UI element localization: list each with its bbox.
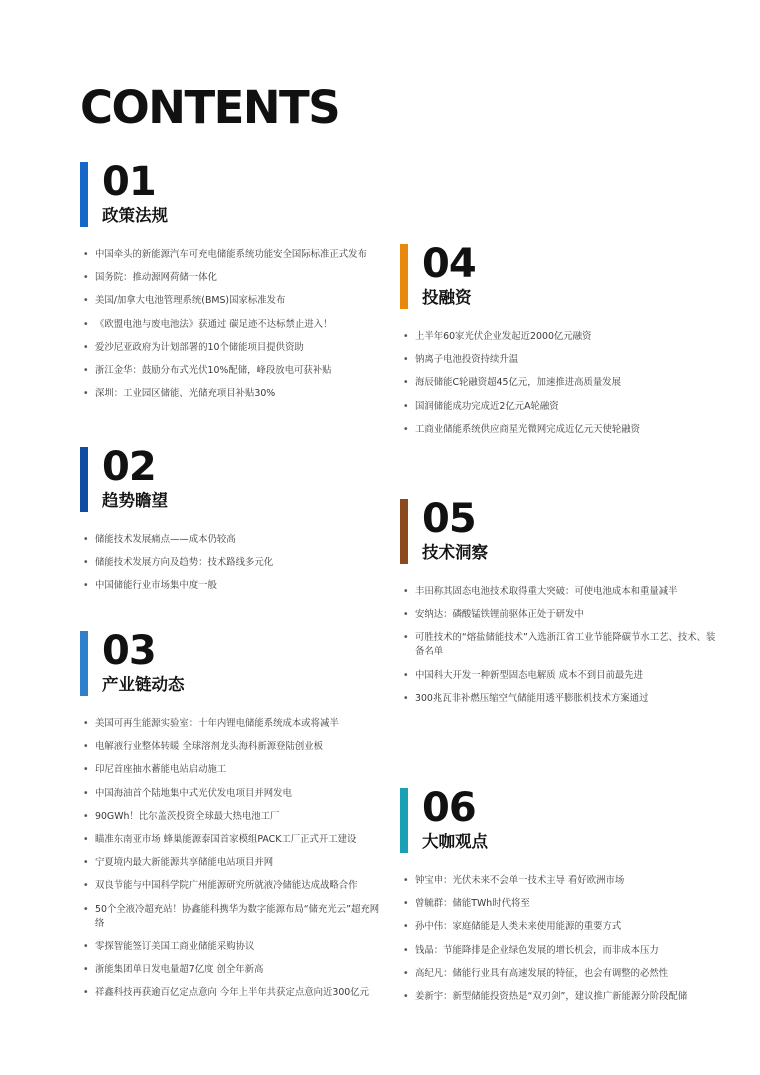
list-item-text: 上半年60家光伏企业发起近2000亿元融资 [415, 331, 592, 342]
section-number: 03 [102, 628, 156, 674]
bullet-icon: • [83, 787, 89, 799]
bullet-icon: • [403, 967, 409, 979]
bullet-icon: • [83, 534, 89, 545]
list-item [400, 376, 720, 390]
section-header [80, 444, 380, 512]
bullet-icon: • [403, 632, 409, 644]
list-item [80, 341, 380, 355]
bullet-icon: • [83, 364, 89, 376]
section-title: 大咖观点 [422, 832, 488, 851]
list-item-text: 深圳：工业园区储能、光储充项目补贴30% [95, 388, 276, 400]
list-item [400, 608, 720, 622]
section-accent-bar [400, 244, 408, 309]
section-accent-bar [80, 631, 88, 696]
bullet-icon: • [403, 990, 409, 1002]
section-expert-views [400, 785, 720, 1013]
section-header [80, 628, 380, 696]
section-item-list [80, 717, 380, 1000]
list-item [400, 353, 720, 367]
section-accent-bar [80, 447, 88, 512]
section-accent-bar [400, 788, 408, 853]
list-item-text: 中国海油首个陆地集中式光伏发电项目并网发电 [95, 787, 292, 799]
section-number: 01 [102, 159, 156, 205]
list-item-text: 钟宝申：光伏未来不会单一技术主导 看好欧洲市场 [415, 875, 625, 886]
section-item-list [80, 533, 380, 593]
section-item-list [80, 248, 380, 401]
list-item-text: 美国/加拿大电池管理系统(BMS)国家标准发布 [95, 295, 286, 307]
list-item-text: 美国可再生能源实验室：十年内锂电储能系统成本或将减半 [95, 718, 339, 729]
list-item [80, 248, 380, 262]
bullet-icon: • [83, 764, 89, 776]
list-item-text: 300兆瓦非补燃压缩空气储能用透平膨胀机技术方案通过 [415, 692, 649, 704]
section-number: 05 [422, 496, 476, 542]
list-item-text: 钱晶：节能降排是企业绿色发展的增长机会，而非成本压力 [415, 944, 659, 956]
list-item-text: 浙能集团单日发电量超7亿度 创全年新高 [95, 963, 264, 975]
section-industry-chain [80, 628, 380, 1009]
bullet-icon: • [403, 921, 409, 933]
list-item [80, 879, 380, 893]
list-item [400, 990, 720, 1004]
list-item [80, 556, 380, 570]
list-item-text: 电解液行业整体转暖 全球溶剂龙头海科新源登陆创业板 [95, 741, 323, 753]
list-item-text: 瞄准东南亚市场 蜂巢能源泰国首家模组PACK工厂正式开工建设 [95, 833, 357, 845]
section-investment [400, 241, 720, 446]
list-item-text: 中国科大开发一种新型固态电解质 成本不到目前最先进 [415, 669, 643, 681]
section-policy [80, 159, 380, 410]
list-item-text: 姜新宇：新型储能投资热是“双刃剑”，建议推广新能源分阶段配储 [415, 990, 688, 1002]
list-item [80, 364, 380, 378]
list-item-text: 《欧盟电池与废电池法》获通过 碳足迹不达标禁止进入！ [95, 318, 333, 330]
bullet-icon: • [403, 400, 409, 412]
bullet-icon: • [83, 580, 89, 592]
section-accent-bar [80, 162, 88, 227]
bullet-icon: • [83, 295, 89, 307]
list-item-text: 钠离子电池投资持续升温 [415, 354, 519, 366]
list-item [400, 920, 720, 934]
section-item-list [400, 330, 720, 437]
bullet-icon: • [403, 609, 409, 621]
list-item [400, 400, 720, 414]
bullet-icon: • [83, 341, 89, 353]
list-item [80, 294, 380, 308]
section-header [400, 496, 720, 564]
list-item-text: 可胜技术的“熔盐储能技术”入选浙江省工业节能降碳节水工艺、技术、装备名单 [415, 632, 716, 658]
list-item-text: 宁夏境内最大新能源共享储能电站项目并网 [95, 857, 274, 869]
page-title: CONTENTS [80, 81, 340, 134]
list-item-text: 曾毓群：储能TWh时代将至 [415, 898, 530, 910]
list-item [400, 423, 720, 437]
list-item-text: 祥鑫科技再获逾百亿定点意向 今年上半年共获定点意向近300亿元 [95, 987, 370, 999]
list-item [400, 669, 720, 683]
section-accent-bar [400, 499, 408, 564]
section-title: 政策法规 [102, 206, 168, 225]
list-item-text: 中国牵头的新能源汽车可充电储能系统功能安全国际标准正式发布 [95, 249, 367, 260]
list-item-text: 安纳达：磷酸锰铁锂前驱体正处于研发中 [415, 609, 584, 621]
section-tech-insight [400, 496, 720, 715]
bullet-icon: • [83, 880, 89, 892]
list-item [80, 986, 380, 1000]
bullet-icon: • [83, 857, 89, 869]
bullet-icon: • [83, 557, 89, 569]
list-item [400, 330, 720, 344]
bullet-icon: • [83, 272, 89, 284]
section-title: 技术洞察 [422, 543, 488, 562]
bullet-icon: • [403, 669, 409, 681]
list-item [400, 967, 720, 981]
section-header [400, 241, 720, 309]
list-item [80, 579, 380, 593]
bullet-icon: • [403, 354, 409, 366]
list-item-text: 海辰储能C轮融资超45亿元，加速推进高质量发展 [415, 377, 621, 389]
section-item-list [400, 874, 720, 1004]
list-item-text: 丰田称其固态电池技术取得重大突破：可使电池成本和重量减半 [415, 586, 678, 597]
bullet-icon: • [403, 586, 409, 597]
bullet-icon: • [83, 741, 89, 753]
list-item-text: 90GWh！比尔盖茨投资全球最大热电池工厂 [95, 810, 280, 822]
bullet-icon: • [83, 810, 89, 822]
bullet-icon: • [83, 388, 89, 400]
section-title: 投融资 [422, 288, 472, 307]
section-header [80, 159, 380, 227]
section-number: 06 [422, 785, 476, 831]
bullet-icon: • [83, 963, 89, 975]
bullet-icon: • [83, 987, 89, 999]
list-item [80, 856, 380, 870]
list-item-text: 储能技术发展方向及趋势：技术路线多元化 [95, 557, 274, 569]
list-item [80, 963, 380, 977]
bullet-icon: • [83, 833, 89, 845]
bullet-icon: • [83, 718, 89, 729]
list-item [400, 897, 720, 911]
list-item [400, 585, 720, 599]
bullet-icon: • [403, 377, 409, 389]
list-item [80, 533, 380, 547]
list-item [80, 787, 380, 801]
bullet-icon: • [403, 944, 409, 956]
list-item [400, 944, 720, 958]
list-item-text: 浙江金华：鼓励分布式光伏10%配储，峰段放电可获补贴 [95, 364, 332, 376]
section-title: 趋势瞻望 [102, 491, 168, 510]
list-item [80, 763, 380, 777]
list-item-text: 高纪凡：储能行业具有高速发展的特征，也会有调整的必然性 [415, 967, 669, 979]
bullet-icon: • [403, 898, 409, 910]
list-item [400, 631, 720, 659]
bullet-icon: • [83, 903, 89, 915]
list-item [80, 833, 380, 847]
section-trends [80, 444, 380, 603]
list-item [80, 940, 380, 954]
bullet-icon: • [83, 249, 89, 260]
list-item-text: 孙中伟：家庭储能是人类未来使用能源的重要方式 [415, 921, 622, 933]
list-item-text: 爱沙尼亚政府为计划部署的10个储能项目提供资助 [95, 341, 304, 353]
list-item-text: 印尼首座抽水蓄能电站启动施工 [95, 764, 227, 776]
list-item-text: 零探智能签订美国工商业储能采购协议 [95, 940, 255, 952]
section-item-list [400, 585, 720, 706]
list-item-text: 50个全液冷超充站！协鑫能科携华为数字能源布局“储充光云”超充网络 [95, 903, 380, 929]
list-item-text: 中国储能行业市场集中度一般 [95, 580, 217, 592]
list-item [80, 271, 380, 285]
bullet-icon: • [403, 692, 409, 704]
section-number: 02 [102, 444, 156, 490]
section-header [400, 785, 720, 853]
list-item-text: 国润储能成功完成近2亿元A轮融资 [415, 400, 559, 412]
section-title: 产业链动态 [102, 675, 185, 694]
bullet-icon: • [403, 331, 409, 342]
bullet-icon: • [83, 940, 89, 952]
list-item [80, 740, 380, 754]
list-item [80, 903, 380, 931]
list-item [80, 387, 380, 401]
list-item-text: 工商业储能系统供应商星光微网完成近亿元天使轮融资 [415, 423, 641, 435]
bullet-icon: • [403, 875, 409, 886]
list-item-text: 双良节能与中国科学院广州能源研究所就液冷储能达成战略合作 [95, 880, 358, 892]
list-item [80, 318, 380, 332]
list-item [400, 874, 720, 888]
bullet-icon: • [403, 423, 409, 435]
list-item [80, 717, 380, 731]
list-item [400, 692, 720, 706]
bullet-icon: • [83, 318, 89, 330]
section-number: 04 [422, 241, 476, 287]
list-item-text: 储能技术发展痛点——成本仍较高 [95, 534, 236, 545]
list-item-text: 国务院：推动源网荷储一体化 [95, 272, 217, 284]
list-item [80, 810, 380, 824]
